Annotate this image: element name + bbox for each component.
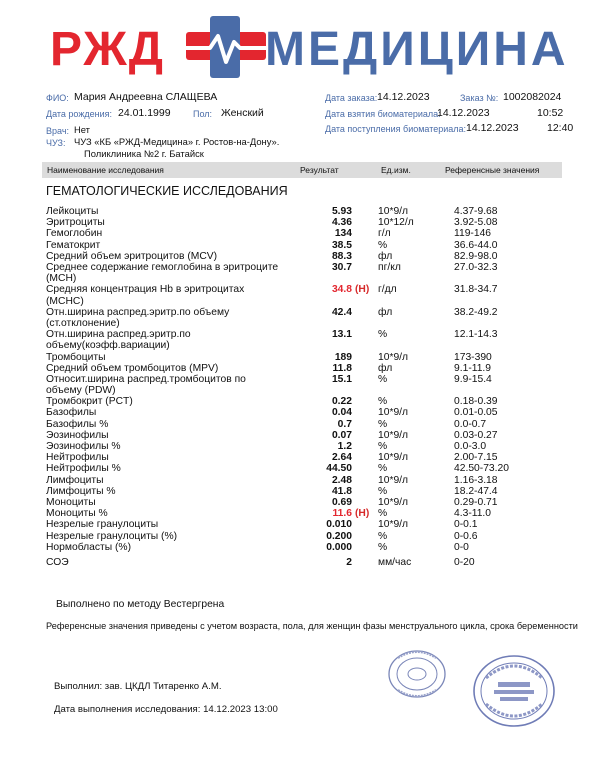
test-reference: 4.3-11.0	[454, 508, 492, 520]
test-unit: г/л	[378, 228, 391, 240]
test-result: 0.07	[331, 429, 352, 441]
dob-label: Дата рождения:	[46, 109, 112, 119]
test-reference: 0.0-3.0	[454, 441, 487, 453]
table-row	[42, 519, 562, 530]
test-unit: 10*12/л	[378, 217, 414, 229]
test-unit: %	[378, 418, 388, 430]
round-stamp-icon	[386, 648, 448, 700]
test-unit: фл	[378, 306, 393, 318]
test-unit: 10*9/л	[378, 474, 409, 486]
test-unit: %	[378, 541, 388, 553]
table-row	[42, 206, 562, 217]
taken-date: 14.12.2023	[437, 107, 490, 119]
test-result: 11.8	[332, 362, 352, 374]
logo-medicina-text: МЕДИЦИНА	[265, 23, 569, 76]
test-unit: фл	[378, 362, 393, 374]
test-reference: 82.9-98.0	[454, 250, 498, 262]
order-date: 14.12.2023	[377, 91, 430, 103]
table-row	[42, 542, 562, 553]
test-unit: 10*9/л	[378, 519, 409, 531]
test-result: 0.7	[337, 418, 352, 430]
abnormal-flag: (H)	[355, 508, 370, 520]
facility-label: ЧУЗ:	[46, 138, 66, 148]
test-name: Тромбокрит (PCT)	[46, 396, 133, 408]
table-row	[42, 251, 562, 262]
table-row	[42, 497, 562, 508]
test-unit: %	[378, 485, 388, 497]
test-result: 0.000	[326, 541, 352, 553]
facility-line-2: Поликлиника №2 г. Батайск	[84, 148, 204, 159]
test-result: 1.2	[337, 441, 352, 453]
medical-cross-icon	[180, 14, 272, 80]
patient-name: Мария Андреевна СЛАЩЕВА	[74, 91, 218, 103]
test-name: Средний объем эритроцитов (MCV)	[46, 250, 218, 262]
test-reference: 3.92-5.08	[454, 217, 498, 229]
test-result: 15.1	[331, 373, 352, 385]
table-row	[42, 396, 562, 407]
test-name: Незрелые гранулоциты	[46, 519, 159, 531]
table-row	[42, 475, 562, 486]
test-result: 0.010	[326, 519, 352, 531]
facility-line-1: ЧУЗ «КБ «РЖД-Медицина» г. Ростов-на-Дону».	[74, 136, 280, 147]
test-reference: 119-146	[454, 228, 492, 240]
test-name: Моноциты	[46, 496, 96, 508]
test-unit: 10*9/л	[378, 351, 409, 363]
test-reference: 0-0.6	[454, 530, 478, 542]
test-reference: 12.1-14.3	[454, 329, 498, 341]
test-unit: мм/час	[378, 556, 412, 568]
reference-footnote: Референсные значения приведены с учетом возраста, пола, для женщин фазы менструального цикла, срока беременности	[46, 621, 578, 631]
sex-label: Пол:	[193, 109, 213, 119]
test-reference: 0.29-0.71	[454, 496, 498, 508]
table-row	[42, 374, 562, 396]
test-name: Незрелые гранулоциты (%)	[46, 530, 178, 542]
test-result: 88.3	[331, 250, 352, 262]
table-row	[42, 441, 562, 452]
order-no-label: Заказ №:	[460, 93, 499, 103]
test-reference: 31.8-34.7	[454, 284, 498, 296]
test-result: 5.93	[331, 206, 352, 217]
table-header	[42, 162, 562, 178]
table-row	[42, 407, 562, 418]
test-name: Гематокрит	[46, 239, 101, 251]
performed-by: Выполнил: зав. ЦКДЛ Титаренко А.М.	[54, 681, 222, 692]
test-unit: %	[378, 441, 388, 453]
test-name: Нейтрофилы	[46, 452, 109, 464]
test-result: 2.48	[331, 474, 352, 486]
test-result: 38.5	[331, 239, 352, 251]
test-reference: 0.18-0.39	[454, 396, 498, 408]
results-table	[42, 206, 562, 568]
test-name: Базофилы	[46, 407, 97, 419]
header-result: Результат	[300, 165, 339, 175]
table-row	[42, 531, 562, 542]
table-row	[42, 557, 562, 568]
test-reference: 9.1-11.9	[454, 362, 492, 374]
patient-dob: 24.01.1999	[118, 107, 171, 119]
table-row	[42, 240, 562, 251]
table-row	[42, 463, 562, 474]
test-name: Гемоглобин	[46, 228, 103, 240]
test-result: 0.200	[326, 530, 352, 542]
test-unit: 10*9/л	[378, 407, 409, 419]
test-name: Лимфоциты	[46, 474, 104, 486]
test-name: Относит.ширина распред.тромбоцитов по объему (PDW)	[46, 373, 246, 397]
order-number: 1002082024	[503, 91, 562, 103]
table-row	[42, 217, 562, 228]
test-name: Среднее содержание гемоглобина в эритроците (MCH)	[46, 261, 279, 285]
test-name: Эритроциты	[46, 217, 105, 229]
patient-sex: Женский	[221, 107, 264, 119]
test-unit: %	[378, 463, 388, 475]
test-unit: %	[378, 396, 388, 408]
test-result: 44.50	[326, 463, 352, 475]
test-reference: 2.00-7.15	[454, 452, 498, 464]
received-time: 12:40	[547, 122, 574, 134]
test-name: Средняя концентрация Hb в эритроцитах (МСНС)	[46, 284, 245, 307]
test-unit: %	[378, 329, 388, 341]
table-row	[42, 352, 562, 363]
test-name: Нормобласты (%)	[46, 541, 132, 553]
test-reference: 36.6-44.0	[454, 239, 498, 251]
test-result: 30.7	[331, 261, 352, 273]
table-row	[42, 228, 562, 239]
header-unit: Ед.изм.	[381, 165, 411, 175]
doctor-label: Врач:	[46, 126, 70, 136]
test-result: 134	[334, 228, 352, 240]
test-reference: 0.0-0.7	[454, 418, 487, 430]
test-result: 0.22	[331, 396, 352, 408]
section-title: ГЕМАТОЛОГИЧЕСКИЕ ИССЛЕДОВАНИЯ	[46, 184, 288, 198]
header-ref: Референсные значения	[445, 165, 540, 175]
test-reference: 0.01-0.05	[454, 407, 498, 419]
taken-time: 10:52	[537, 107, 564, 119]
logo-rzd-text: РЖД	[50, 23, 165, 76]
test-reference: 173-390	[454, 351, 492, 363]
test-unit: г/дл	[378, 284, 397, 296]
test-name: Базофилы %	[46, 418, 109, 430]
test-result: 42.4	[331, 306, 352, 318]
test-reference: 38.2-49.2	[454, 306, 498, 318]
test-name: Лейкоциты	[46, 206, 99, 217]
test-reference: 0-0	[454, 541, 469, 553]
test-name: Эозинофилы	[46, 429, 109, 441]
test-name: СОЭ	[46, 556, 69, 568]
test-result: 13.1	[331, 329, 352, 341]
header-name: Наименование исследования	[47, 165, 164, 175]
test-name: Тромбоциты	[46, 351, 106, 363]
test-unit: 10*9/л	[378, 206, 409, 217]
test-reference: 9.9-15.4	[454, 373, 492, 385]
table-row	[42, 419, 562, 430]
test-unit: %	[378, 239, 388, 251]
method-note: Выполнено по методу Вестергрена	[56, 599, 225, 610]
test-result: 34.8	[331, 284, 352, 296]
test-reference: 0-0.1	[454, 519, 478, 531]
test-unit: пг/кл	[378, 261, 401, 273]
table-row	[42, 284, 562, 306]
test-reference: 1.16-3.18	[454, 474, 498, 486]
taken-date-label: Дата взятия биоматериала:	[325, 109, 441, 119]
table-row	[42, 486, 562, 497]
brand-logo	[44, 8, 569, 82]
test-unit: 10*9/л	[378, 429, 409, 441]
order-date-label: Дата заказа:	[325, 93, 378, 103]
table-row	[42, 363, 562, 374]
received-date-label: Дата поступления биоматериала:	[325, 124, 467, 134]
table-row	[42, 430, 562, 441]
test-unit: фл	[378, 250, 393, 262]
test-reference: 42.50-73.20	[454, 463, 509, 475]
test-name: Средний объем тромбоцитов (MPV)	[46, 362, 219, 374]
abnormal-flag: (H)	[355, 284, 370, 296]
test-unit: 10*9/л	[378, 496, 409, 508]
test-result: 0.69	[331, 496, 352, 508]
test-reference: 18.2-47.4	[454, 485, 498, 497]
test-reference: 4.37-9.68	[454, 206, 498, 217]
test-name: Моноциты %	[46, 508, 108, 520]
test-unit: %	[378, 373, 388, 385]
table-row	[42, 452, 562, 463]
test-name: Отн.ширина распред.эритр.по объему(коэфф.вариации)	[46, 329, 191, 352]
test-unit: %	[378, 530, 388, 542]
test-result: 4.36	[331, 217, 352, 229]
test-unit: 10*9/л	[378, 452, 409, 464]
test-result: 2	[346, 556, 352, 568]
test-reference: 27.0-32.3	[454, 261, 498, 273]
fio-label: ФИО:	[46, 93, 69, 103]
test-reference: 0-20	[454, 556, 475, 568]
table-row	[42, 307, 562, 329]
test-result: 11.6	[332, 508, 352, 520]
test-name: Нейтрофилы %	[46, 463, 121, 475]
test-result: 41.8	[331, 485, 352, 497]
test-name: Лимфоциты %	[46, 485, 116, 497]
doctor-value: Нет	[74, 124, 90, 135]
seal-stamp-icon	[470, 652, 558, 730]
performed-date: Дата выполнения исследования: 14.12.2023 13:00	[54, 704, 278, 715]
test-name: Эозинофилы %	[46, 441, 121, 453]
test-result: 2.64	[331, 452, 352, 464]
test-result: 0.04	[331, 407, 352, 419]
test-unit: %	[378, 508, 388, 520]
test-reference: 0.03-0.27	[454, 429, 498, 441]
test-result: 189	[334, 351, 352, 363]
table-row	[42, 329, 562, 351]
received-date: 14.12.2023	[466, 122, 519, 134]
table-row	[42, 508, 562, 519]
table-row	[42, 262, 562, 284]
test-name: Отн.ширина распред.эритр.по объему (ст.отклонение)	[46, 306, 230, 329]
